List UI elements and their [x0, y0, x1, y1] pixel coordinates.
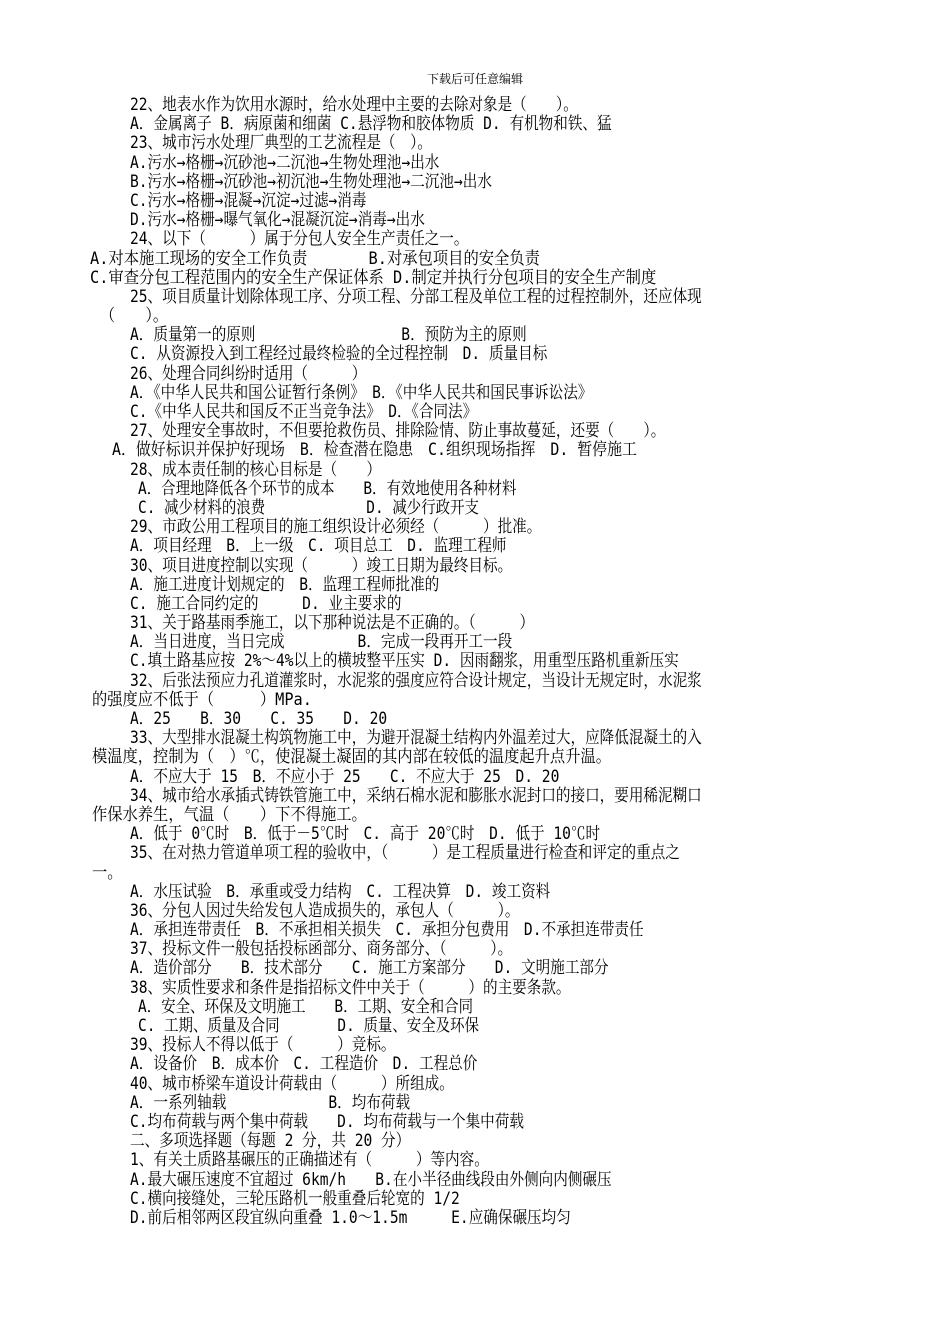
question-35-cont: 一。	[92, 862, 123, 883]
question-25-options-cd: C. 从资源投入到工程经过最终检验的全过程控制 D. 质量目标	[130, 344, 548, 365]
question-38-options-ab: A．安全、环保及文明施工 B．工期、安全和合同	[138, 996, 474, 1017]
page-header: 下载后可任意编辑	[426, 72, 523, 86]
question-23-option-b: B.污水→格栅→沉砂池→初沉池→生物处理池→二沉池→出水	[130, 171, 492, 192]
question-26-options-cd: C.《中华人民共和国反不正当竞争法》 D．《合同法》	[130, 402, 478, 422]
question-26: 26、处理合同纠纷时适用（ ）	[130, 363, 367, 384]
question-33: 33、大型排水混凝土构筑物施工中，为避开混凝土结构内外温差过大，应降低混凝土的入	[130, 728, 702, 749]
question-39-options: A．设备价 B．成本价 C. 工程造价 D. 工程总价	[130, 1054, 478, 1075]
question-30-options-cd: C. 施工合同约定的 D. 业主要求的	[130, 593, 402, 614]
question-28-options-cd: C. 减少材料的浪费 D. 减少行政开支	[138, 497, 480, 518]
question-33-options: A．不应大于 15 B．不应小于 25 C. 不应大于 25 D. 20	[130, 766, 560, 787]
question-30-options-ab: A．施工进度计划规定的 B．监理工程师批准的	[130, 574, 440, 595]
question-40-options-ab: A．一系列轴载 B．均布荷载	[130, 1092, 411, 1113]
question-25-options-ab: A．质量第一的原则 B．预防为主的原则	[130, 325, 527, 346]
question-28: 28、成本责任制的核心目标是（ ）	[130, 459, 381, 480]
question-31: 31、关于路基雨季施工，以下那种说法是不正确的。（ ）	[130, 613, 535, 634]
question-34-cont: 作保水养生，气温（ ）下不得施工。	[92, 804, 367, 825]
question-33-cont: 模温度，控制为（ ）℃，使混凝土凝固的其内部在较低的温度起升点升温。	[92, 747, 611, 768]
question-29: 29、市政公用工程项目的施工组织设计必须经（ ）批准。	[130, 517, 542, 538]
question-32-options: A．25 B．30 C. 35 D. 20	[130, 709, 388, 729]
question-34: 34、城市给水承插式铸铁管施工中，采纳石棉水泥和膨胀水泥封口的接口，要用稀泥糊口	[130, 785, 702, 806]
question-40-options-cd: C.均布荷载与两个集中荷载 D. 均布荷载与一个集中荷载	[130, 1111, 524, 1132]
question-25: 25、项目质量计划除体现工序、分项工程、分部工程及单位工程的过程控制外，还应体现	[130, 286, 702, 307]
question-31-options-ab: A．当日进度，当日完成 B．完成一段再开工一段	[130, 632, 513, 653]
question-31-options-cd: C.填土路基应按 2%～4%以上的横坡整平压实 D. 因雨翻浆，用重型压路机重新压实	[130, 651, 679, 672]
mc-question-1-options-ab: A.最大碾压速度不宜超过 6km/h B.在小半径曲线段由外侧向内侧碾压	[130, 1169, 612, 1190]
question-30: 30、项目进度控制以实现（ ）竣工日期为最终目标。	[130, 555, 513, 576]
mc-question-1-option-c: C.横向接缝处，三轮压路机一般重叠后轮宽的 1/2	[130, 1188, 460, 1209]
mc-question-1-options-de: D.前后相邻两区段宜纵向重叠 1.0～1.5m E.应确保碾压均匀	[130, 1207, 571, 1228]
question-32: 32、后张法预应力孔道灌浆时，水泥浆的强度应符合设计规定，当设计无规定时，水泥浆	[130, 670, 702, 691]
question-27-options: A．做好标识并保护好现场 B．检查潜在隐患 C.组织现场指挥 D. 暂停施工	[112, 440, 637, 461]
question-23-option-c: C.污水→格栅→混凝→沉淀→过滤→消毒	[130, 190, 367, 211]
question-22: 22、地表水作为饮用水源时，给水处理中主要的去除对象是（ ）。	[130, 95, 578, 115]
question-34-options: A．低于 0℃时 B．低于－5℃时 C. 高于 20℃时 D. 低于 10℃时	[130, 824, 601, 845]
question-40: 40、城市桥梁车道设计荷载由（ ）所组成。	[130, 1073, 454, 1094]
question-35: 35、在对热力管道单项工程的验收中，（ ）是工程质量进行检查和评定的重点之	[130, 843, 680, 864]
question-39: 39、投标人不得以低于（ ）竞标。	[130, 1035, 396, 1056]
question-38: 38、实质性要求和条件是指招标文件中关于（ ）的主要条款。	[130, 977, 571, 998]
question-23: 23、城市污水处理厂典型的工艺流程是（ ）。	[130, 133, 432, 154]
question-28-options-ab: A．合理地降低各个环节的成本 B．有效地使用各种材料	[138, 478, 517, 499]
question-37-options: A．造价部分 B．技术部分 C. 施工方案部分 D. 文明施工部分	[130, 958, 609, 979]
question-24: 24、以下（ ）属于分包人安全生产责任之一。	[130, 229, 469, 250]
question-37: 37、投标文件一般包括投标函部分、商务部分、（ ）。	[130, 939, 513, 960]
question-29-options: A．项目经理 B．上一级 C. 项目总工 D. 监理工程师	[130, 536, 507, 557]
question-35-options: A．水压试验 B．承重或受力结构 C. 工程决算 D. 竣工资料	[130, 881, 551, 902]
section-heading-multiple-choice: 二、多项选择题（每题 2 分，共 20 分）	[130, 1131, 411, 1152]
question-22-options: A．金属离子 B．病原菌和细菌 C.悬浮物和胶体物质 D. 有机物和铁、猛	[130, 114, 612, 135]
question-25-cont: （ ）。	[100, 306, 169, 327]
question-23-option-d: D.污水→格栅→曝气氧化→混凝沉淀→消毒→出水	[130, 210, 425, 231]
question-38-options-cd: C. 工期、质量及合同 D. 质量、安全及环保	[138, 1016, 480, 1036]
document-body	[0, 96, 950, 1228]
question-32-cont: 的强度应不低于（ ）MPa.	[92, 689, 312, 710]
question-26-options-ab: A．《中华人民共和国公证暂行条例》 B．《中华人民共和国民事诉讼法》	[130, 382, 593, 403]
question-27: 27、处理安全事故时，不但要抢救伤员、排除险情、防止事故蔓延，还要（ ）。	[130, 421, 666, 442]
question-36-options: A．承担连带责任 B．不承担相关损失 C. 承担分包费用 D.不承担连带责任	[130, 920, 644, 941]
question-23-option-a: A.污水→格栅→沉砂池→二沉池→生物处理池→出水	[130, 152, 440, 173]
question-24-options-ab: A.对本施工现场的安全工作负责 B.对承包项目的安全负责	[90, 248, 540, 269]
question-36: 36、分包人因过失给发包人造成损失的，承包人（ ）。	[130, 900, 520, 921]
mc-question-1: 1、有关土质路基碾压的正确描述有（ ）等内容。	[130, 1150, 489, 1171]
question-24-options-cd: C.审查分包工程范围内的安全生产保证体系 D.制定并执行分包项目的安全生产制度	[90, 267, 657, 288]
